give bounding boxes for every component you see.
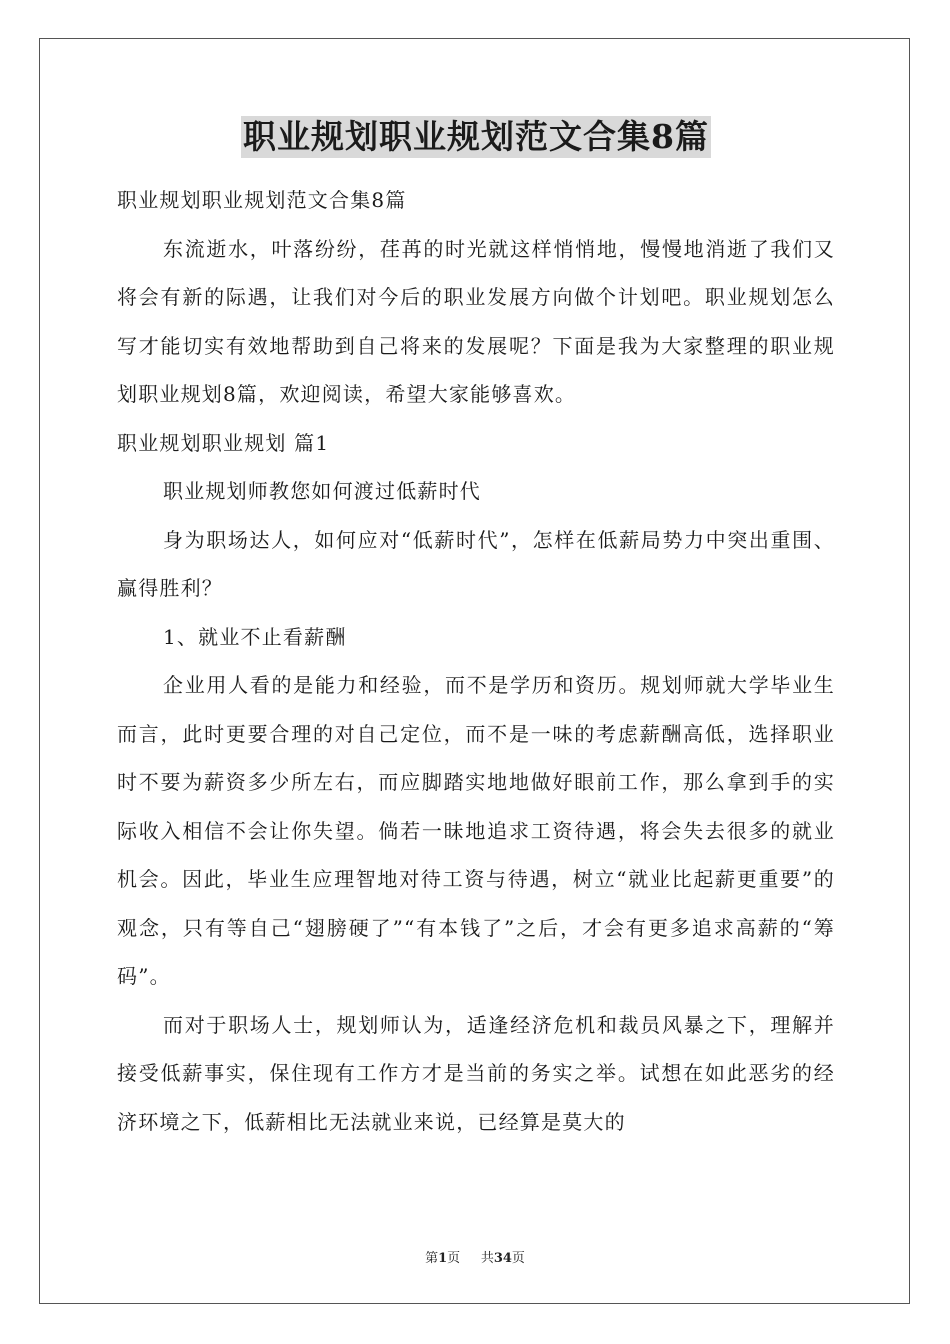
paragraph: 身为职场达人，如何应对“低薪时代”，怎样在低薪局势力中突出重围、赢得胜利？	[117, 527, 835, 600]
document-body	[117, 116, 835, 1146]
total-suffix: 页	[511, 1251, 525, 1266]
page-suffix: 页	[447, 1251, 461, 1266]
page-prefix: 第	[425, 1251, 439, 1266]
paragraph: 1、就业不止看薪酬	[163, 624, 347, 649]
section-heading: 职业规划职业规划 篇1	[117, 430, 330, 455]
document-title: 职业规划职业规划范文合集8篇	[243, 117, 709, 156]
paragraph: 东流逝水，叶落纷纷，荏苒的时光就这样悄悄地，慢慢地消逝了我们又将会有新的际遇，让我们对今后的职业发展方向做个计划吧。职业规划怎么写才能切实有效地帮助到自己将来的发展呢？下面是我为大家整理的职业规划职业规划8篇，欢迎阅读，希望大家能够喜欢。	[117, 236, 835, 406]
paragraph: 企业用人看的是能力和经验，而不是学历和资历。规划师就大学毕业生而言，此时更要合理的对自己定位，而不是一味的考虑薪酬高低，选择职业时不要为薪资多少所左右，而应脚踏实地地做好眼前工作，那么拿到手的实际收入相信不会让你失望。倘若一昧地追求工资待遇，将会失去很多的就业机会。因此，毕业生应理智地对待工资与待遇，树立“就业比起薪更重要”的观念，只有等自己“翅膀硬了”“有本钱了”之后，才会有更多追求高薪的“筹码”。	[117, 673, 835, 988]
page-current: 1	[438, 1251, 448, 1266]
page-footer	[0, 1247, 950, 1266]
paragraph: 职业规划职业规划范文合集8篇	[117, 188, 407, 212]
paragraph: 职业规划师教您如何渡过低薪时代	[163, 479, 481, 503]
total-prefix: 共	[480, 1251, 494, 1266]
title-container	[117, 116, 835, 176]
page-total: 34	[493, 1251, 512, 1266]
paragraph: 而对于职场人士，规划师认为，适逢经济危机和裁员风暴之下，理解并接受低薪事实，保住现有工作方才是当前的务实之举。试想在如此恶劣的经济环境之下，低薪相比无法就业来说，已经算是莫大的	[117, 1012, 835, 1134]
